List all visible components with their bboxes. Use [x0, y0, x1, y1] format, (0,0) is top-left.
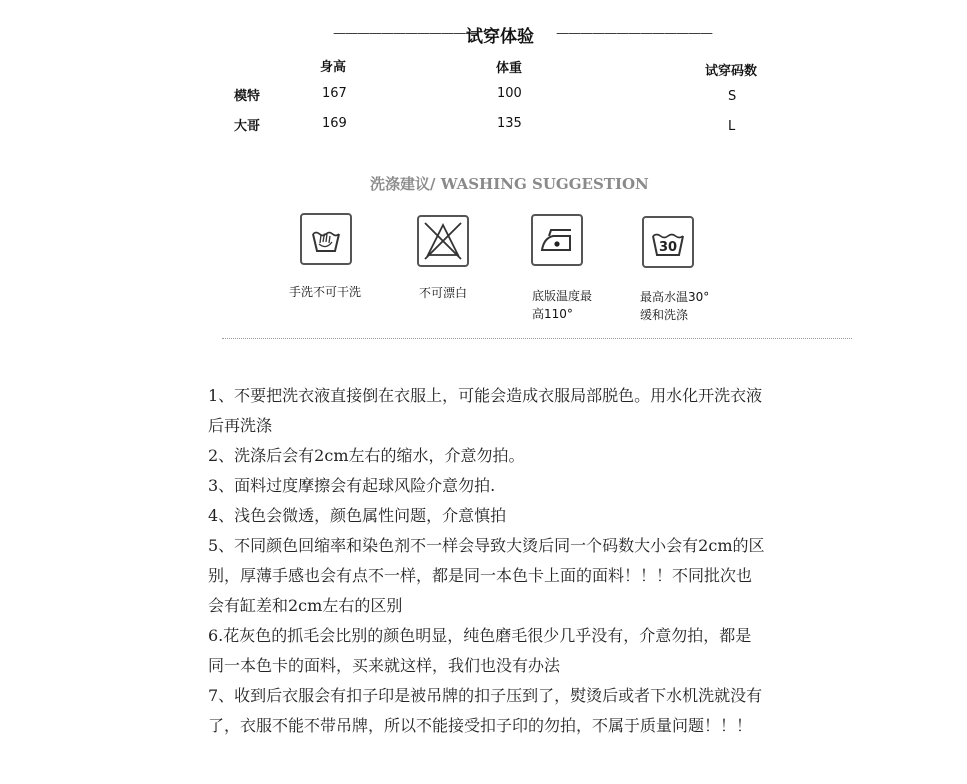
note-1 — [208, 381, 848, 441]
note-3 — [208, 471, 848, 501]
hand-wash-icon — [300, 213, 352, 265]
no-bleach-icon — [417, 215, 469, 267]
no-bleach-label: 不可漂白 — [419, 286, 468, 300]
wash-30-badge: 30 — [658, 240, 678, 255]
note-5-line-1: 5、不同颜色回缩率和染色剂不一样会导致大烫后同一个码数大小会有2cm的区 — [208, 536, 765, 555]
note-1-line-1: 1、不要把洗衣液直接倒在衣服上，可能会造成衣服局部脱色。用水化开洗衣液 — [208, 386, 763, 405]
wash-30-icon — [642, 216, 694, 268]
note-5 — [208, 531, 848, 621]
note-5-line-2: 别，厚薄手感也会有点不一样，都是同一本色卡上面的面料！！！不同批次也 — [208, 566, 753, 585]
iron-temp-label-line1: 底版温度最 — [532, 289, 593, 303]
row-brother-height: 169 — [322, 116, 347, 131]
row-model-size: S — [728, 89, 737, 104]
row-model-weight: 100 — [497, 86, 522, 101]
note-4-line-1: 4、浅色会微透，颜色属性问题，介意慎拍 — [208, 506, 507, 525]
note-6-line-1: 6.花灰色的抓毛会比别的颜色明显，纯色磨毛很少几乎没有，介意勿拍，都是 — [208, 626, 752, 645]
row-brother-weight: 135 — [497, 116, 522, 131]
tryon-title: 试穿体验 — [466, 27, 534, 47]
row-model-name: 模特 — [234, 89, 261, 104]
note-7 — [208, 681, 848, 741]
row-model-height: 167 — [322, 86, 347, 101]
hand-wash-label: 手洗不可干洗 — [289, 285, 362, 299]
header-height: 身高 — [320, 60, 347, 75]
note-6-line-2: 同一本色卡的面料，买来就这样，我们也没有办法 — [208, 656, 561, 675]
note-4 — [208, 501, 848, 531]
note-1-line-2: 后再洗涤 — [208, 416, 273, 435]
header-weight: 体重 — [496, 61, 523, 76]
wash-30-label-line1: 最高水温30° — [640, 290, 710, 304]
row-brother-name: 大哥 — [234, 119, 261, 134]
wash-30-label-line2: 缓和洗涤 — [640, 308, 689, 322]
care-notes — [208, 381, 848, 741]
note-2 — [208, 441, 848, 471]
note-7-line-1: 7、收到后衣服会有扣子印是被吊牌的扣子压到了，熨烫后或者下水机洗就没有 — [208, 686, 763, 705]
title-left-dashes: ———————————— — [333, 26, 477, 41]
washing-title: 洗涤建议/ WASHING SUGGESTION — [370, 175, 649, 193]
iron-temp-label-line2: 高110° — [532, 307, 573, 321]
iron-temp-icon — [531, 214, 583, 266]
note-6 — [208, 621, 848, 681]
note-2-line-1: 2、洗涤后会有2cm左右的缩水，介意勿拍。 — [208, 446, 525, 465]
section-divider — [222, 338, 852, 339]
note-5-line-3: 会有缸差和2cm左右的区别 — [208, 596, 403, 615]
row-brother-size: L — [728, 119, 736, 134]
note-7-line-2: 了，衣服不能不带吊牌，所以不能接受扣子印的勿拍，不属于质量问题！！！ — [208, 716, 753, 735]
note-3-line-1: 3、面料过度摩擦会有起球风险介意勿拍. — [208, 476, 496, 495]
title-right-dashes: ————————————— — [556, 26, 712, 41]
header-size: 试穿码数 — [705, 64, 758, 79]
